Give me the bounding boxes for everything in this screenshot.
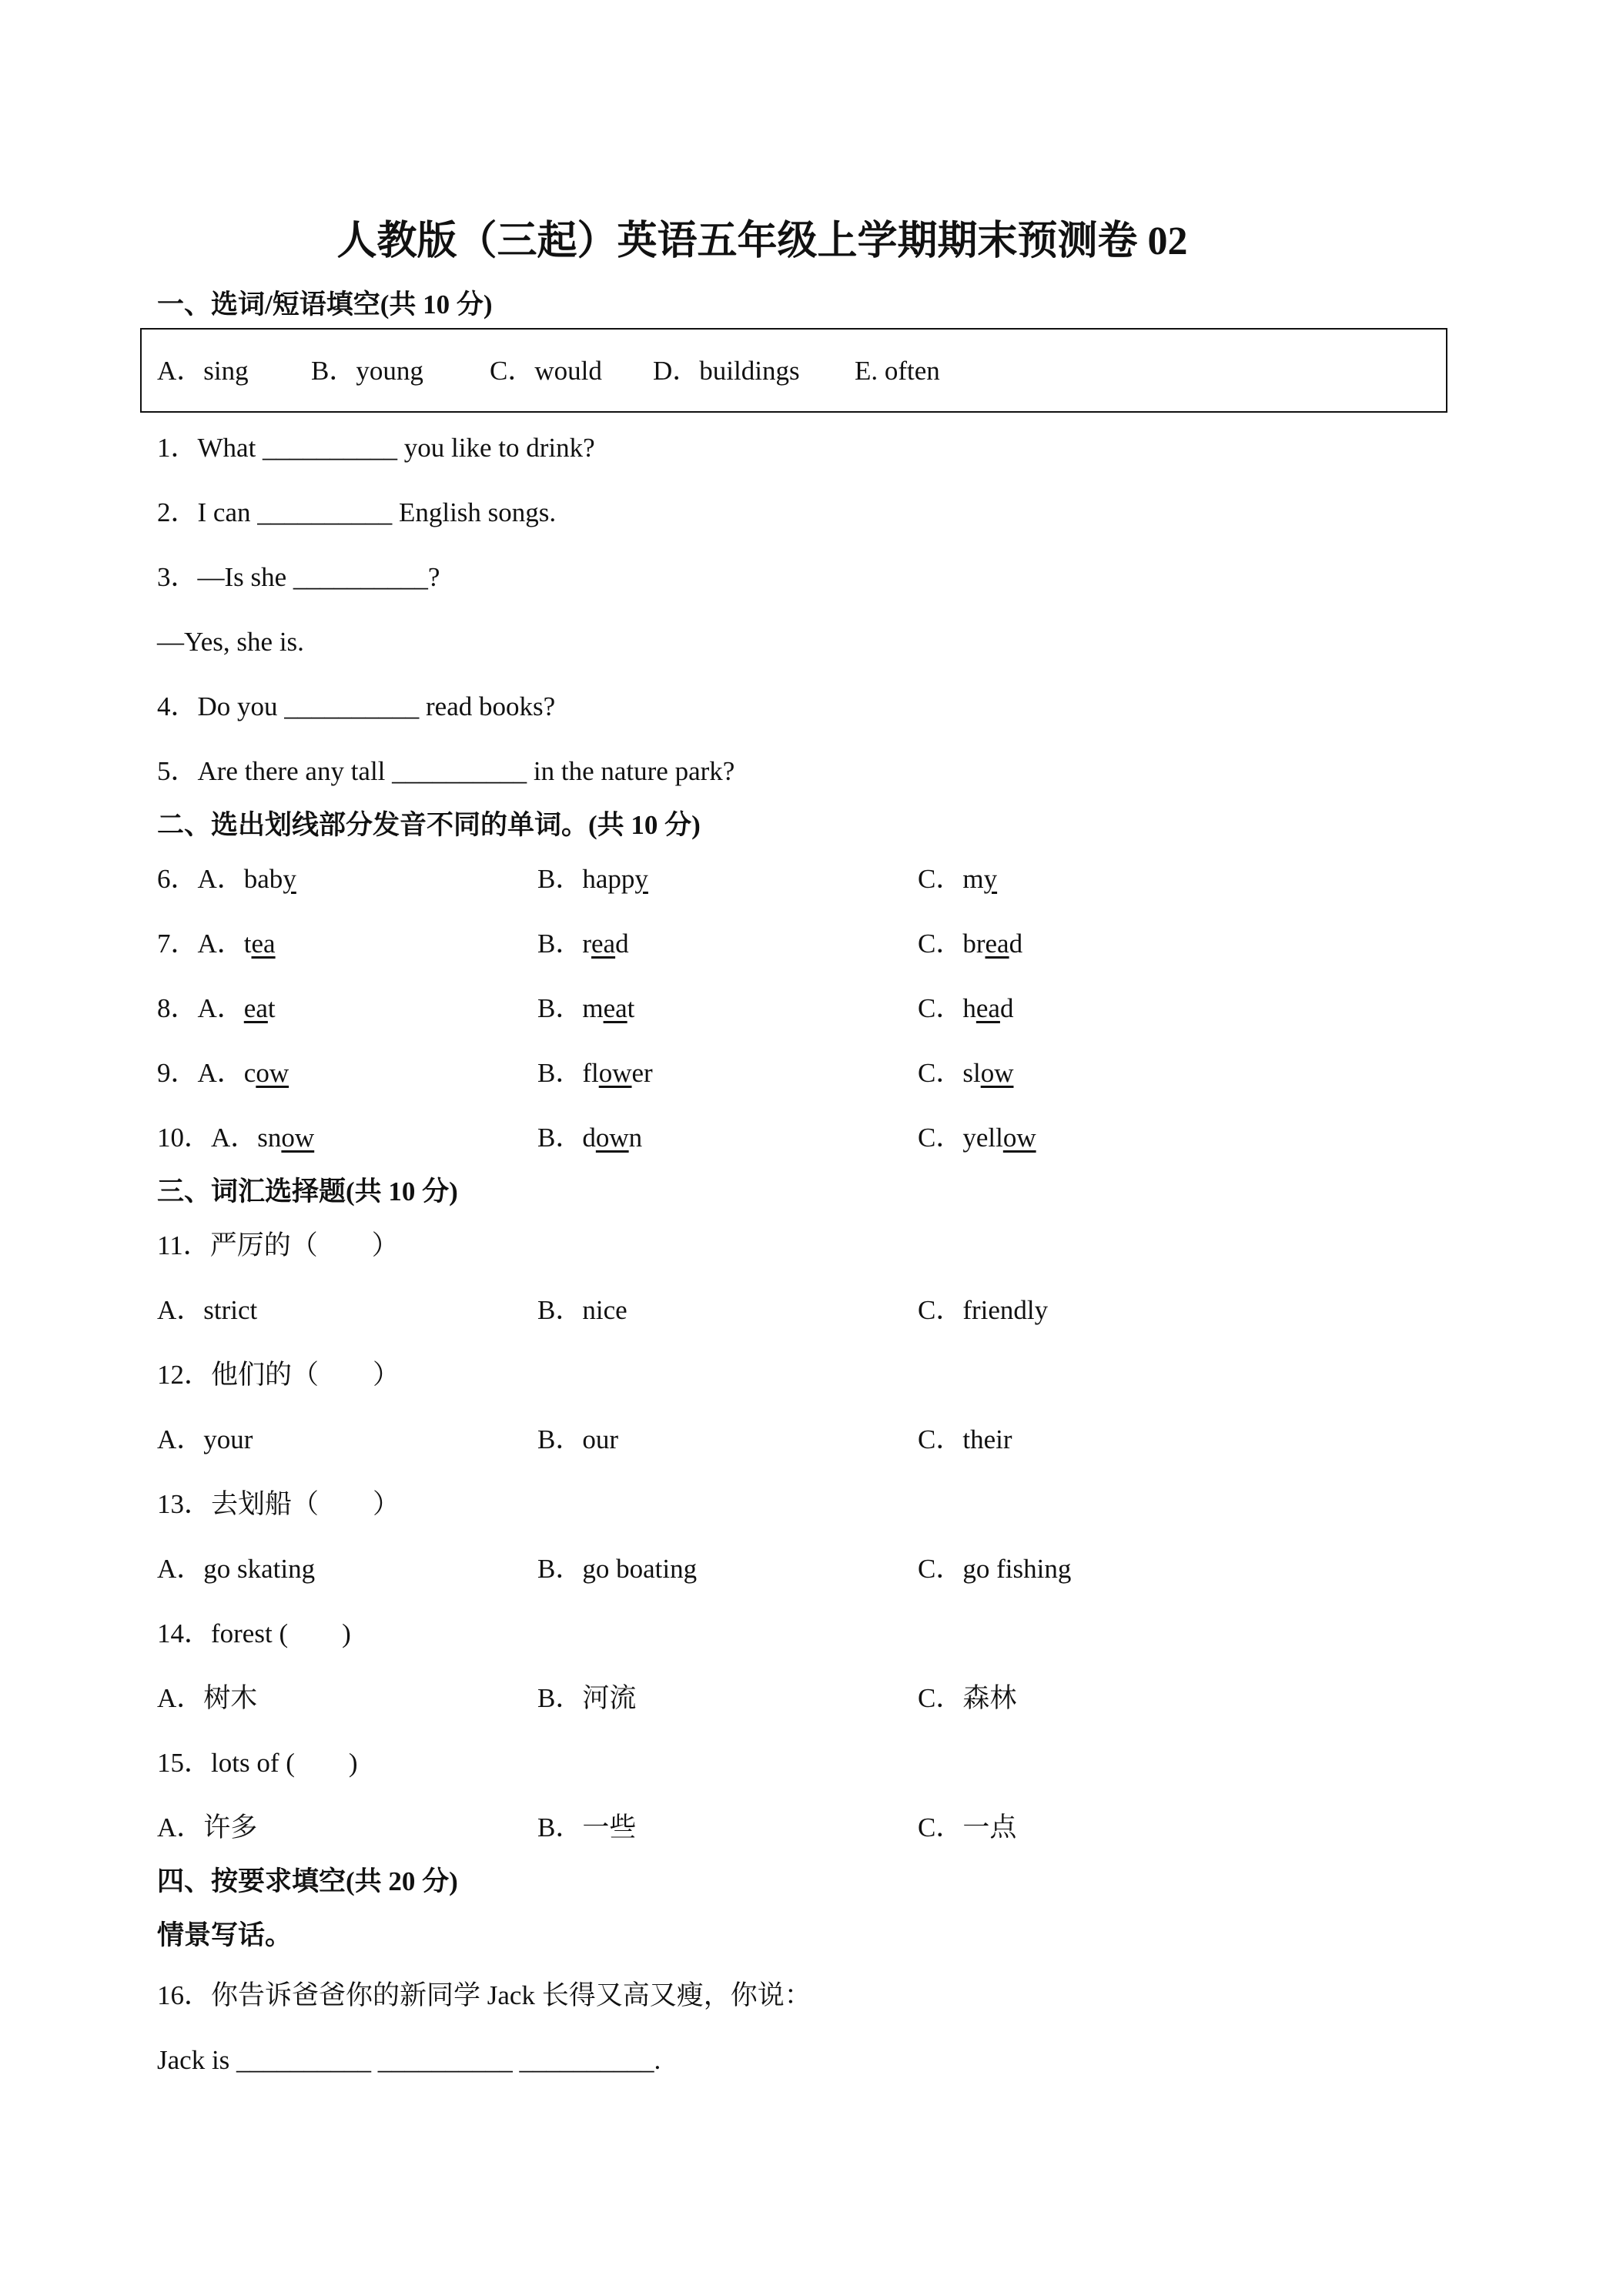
question-14: 14．forest ( ) [157, 1618, 351, 1648]
q7-option-c: C．bread [918, 929, 1023, 959]
word-option-a: A．sing [157, 356, 249, 386]
q11-option-a: A．strict [157, 1295, 258, 1325]
q8-option-b: B．meat [537, 993, 635, 1023]
q11-option-b: B．nice [537, 1295, 627, 1325]
q8-option-c: C．head [918, 993, 1014, 1023]
q14-option-a: A．树木 [157, 1683, 258, 1713]
q14-option-b: B．河流 [537, 1683, 637, 1713]
q10-option-a: 10．A．snow [157, 1123, 315, 1153]
q10-option-c: C．yellow [918, 1123, 1036, 1153]
question-3-answer: —Yes, she is. [157, 627, 304, 657]
question-12: 12．他们的（ ） [157, 1360, 400, 1390]
question-5: 5．Are there any tall __________ in the nature park? [157, 756, 735, 786]
question-16: 16．你告诉爸爸你的新同学 Jack 长得又高又瘦，你说： [157, 1980, 812, 2010]
q6-option-b: B．happy [537, 864, 648, 894]
question-16-answer-line: Jack is __________ __________ __________. [157, 2045, 661, 2075]
q6-option-c: C．my [918, 864, 998, 894]
q14-option-c: C．森林 [918, 1683, 1017, 1713]
question-1: 1．What __________ you like to drink? [157, 433, 595, 463]
word-option-b: B．young [311, 356, 423, 386]
q9-option-b: B．flower [537, 1058, 653, 1088]
q13-option-a: A．go skating [157, 1554, 316, 1584]
q10-option-b: B．down [537, 1123, 643, 1153]
question-15: 15．lots of ( ) [157, 1748, 358, 1778]
question-2: 2．I can __________ English songs. [157, 497, 557, 527]
q12-option-c: C．their [918, 1424, 1012, 1454]
section-2-heading: 二、选出划线部分发音不同的单词。(共 10 分) [157, 810, 701, 840]
section-4-heading: 四、按要求填空(共 20 分) [157, 1866, 458, 1896]
q7-option-b: B．read [537, 929, 629, 959]
q15-option-a: A．许多 [157, 1812, 258, 1842]
word-option-d: D．buildings [653, 356, 800, 386]
section-3-heading: 三、词汇选择题(共 10 分) [157, 1176, 458, 1207]
word-option-e: E. often [855, 356, 940, 386]
q12-option-a: A．your [157, 1424, 253, 1454]
q6-option-a: 6．A．baby [157, 864, 296, 894]
word-option-c: C．would [490, 356, 602, 386]
section-4-subtitle: 情景写话。 [157, 1920, 293, 1950]
q13-option-c: C．go fishing [918, 1554, 1072, 1584]
word-bank-box [140, 328, 1447, 413]
question-13: 13．去划船（ ） [157, 1489, 400, 1519]
section-1-heading: 一、选词/短语填空(共 10 分) [157, 290, 493, 320]
q8-option-a: 8．A．eat [157, 993, 276, 1023]
question-4: 4．Do you __________ read books? [157, 691, 556, 721]
question-11: 11．严厉的（ ） [157, 1230, 399, 1260]
q13-option-b: B．go boating [537, 1554, 698, 1584]
q15-option-c: C．一点 [918, 1812, 1017, 1842]
q7-option-a: 7．A．tea [157, 929, 276, 959]
question-3: 3．—Is she __________? [157, 562, 440, 592]
q9-option-a: 9．A．cow [157, 1058, 289, 1088]
page-title: 人教版（三起）英语五年级上学期期末预测卷 02 [336, 219, 1188, 263]
q12-option-b: B．our [537, 1424, 619, 1454]
q15-option-b: B．一些 [537, 1812, 637, 1842]
q9-option-c: C．slow [918, 1058, 1014, 1088]
q11-option-c: C．friendly [918, 1295, 1049, 1325]
